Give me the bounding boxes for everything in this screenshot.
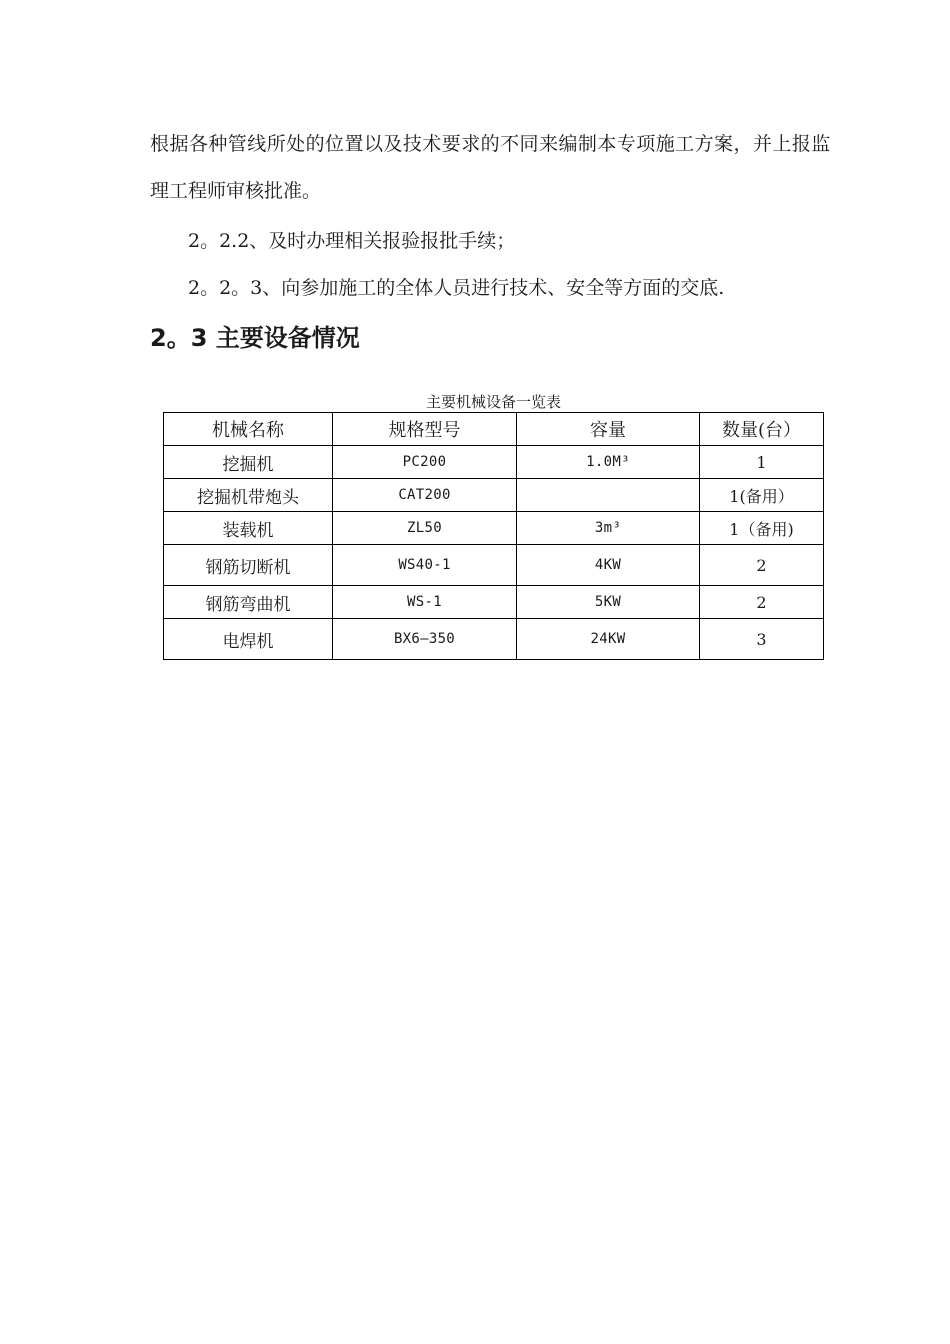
cell-model: WS-1 — [333, 586, 517, 619]
cell-name: 钢筋切断机 — [164, 545, 333, 586]
cell-capacity — [517, 479, 700, 512]
equipment-table — [163, 412, 824, 660]
table-row — [164, 512, 824, 545]
cell-name: 挖掘机带炮头 — [164, 479, 333, 512]
cell-model: ZL50 — [333, 512, 517, 545]
table-row — [164, 619, 824, 660]
body-paragraph-line-2: 理工程师审核批准。 — [150, 180, 322, 202]
cell-name: 挖掘机 — [164, 446, 333, 479]
cell-quantity: 1（备用) — [700, 512, 824, 545]
header-cell-capacity: 容量 — [517, 413, 700, 446]
table-row — [164, 446, 824, 479]
body-paragraph-line-1: 根据各种管线所处的位置以及技术要求的不同来编制本专项施工方案，并上报监 — [150, 133, 831, 155]
cell-capacity: 1.0M³ — [517, 446, 700, 479]
cell-capacity: 5KW — [517, 586, 700, 619]
cell-capacity: 3m³ — [517, 512, 700, 545]
cell-model: CAT200 — [333, 479, 517, 512]
section-heading: 2。3 主要设备情况 — [150, 324, 360, 352]
list-item-2-2-2: 2。2.2、及时办理相关报验报批手续； — [188, 230, 516, 252]
cell-quantity: 3 — [700, 619, 824, 660]
table-caption: 主要机械设备一览表 — [425, 393, 561, 411]
cell-capacity: 4KW — [517, 545, 700, 586]
cell-capacity: 24KW — [517, 619, 700, 660]
list-item-2-2-3: 2。2。3、向参加施工的全体人员进行技术、安全等方面的交底. — [188, 277, 725, 299]
cell-model: BX6—350 — [333, 619, 517, 660]
cell-name: 装载机 — [164, 512, 333, 545]
table-row — [164, 586, 824, 619]
cell-quantity: 1 — [700, 446, 824, 479]
cell-model: WS40-1 — [333, 545, 517, 586]
cell-quantity: 2 — [700, 545, 824, 586]
cell-name: 钢筋弯曲机 — [164, 586, 333, 619]
cell-model: PC200 — [333, 446, 517, 479]
header-cell-name: 机械名称 — [164, 413, 333, 446]
header-cell-model: 规格型号 — [333, 413, 517, 446]
table-row — [164, 479, 824, 512]
table-row — [164, 545, 824, 586]
cell-name: 电焊机 — [164, 619, 333, 660]
cell-quantity: 2 — [700, 586, 824, 619]
table-header-row — [164, 413, 824, 446]
header-cell-quantity: 数量(台） — [700, 413, 824, 446]
cell-quantity: 1(备用） — [700, 479, 824, 512]
